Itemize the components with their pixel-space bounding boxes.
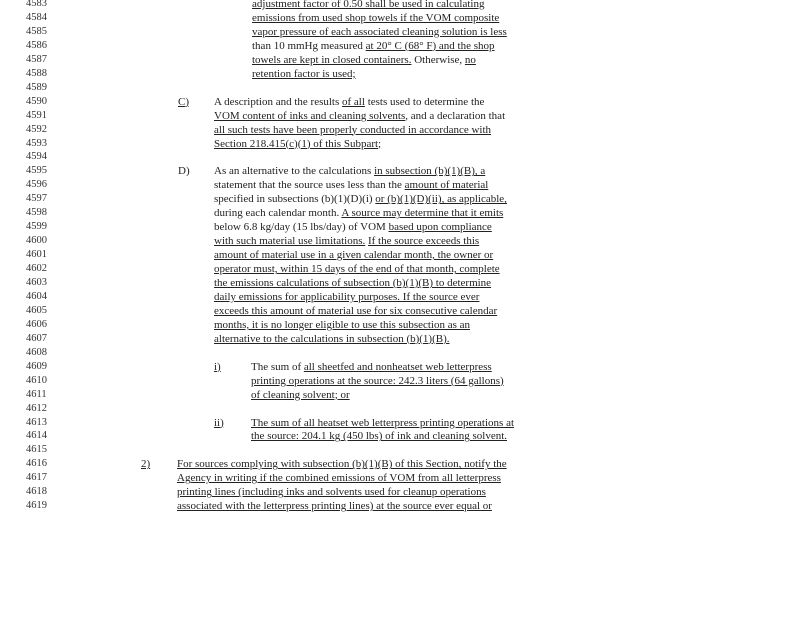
line-text: Agency in writing if the combined emissions of VOM from all letterpress xyxy=(177,472,501,485)
line-number: 4585 xyxy=(26,25,47,37)
line-text: operator must, within 15 days of the end of that month, complete xyxy=(214,263,500,276)
document-line xyxy=(0,123,800,137)
line-number: 4611 xyxy=(26,388,47,400)
line-text: during each calendar month. A source may determine that it emits xyxy=(214,207,504,220)
line-text: exceeds this amount of material use for six consecutive calendar xyxy=(214,304,498,317)
document-line xyxy=(0,234,800,248)
document-line xyxy=(0,276,800,290)
document-line xyxy=(0,499,800,513)
document-line xyxy=(0,164,800,178)
line-text: alternative to the calculations in subsection (b)(1)(B). xyxy=(214,332,450,345)
line-number: 4594 xyxy=(26,151,47,163)
line-text: months, it is no longer eligible to use this subsection as an xyxy=(214,318,471,331)
line-number: 4600 xyxy=(26,235,47,247)
line-text: than 10 mmHg measured at 20° C (68° F) and the shop xyxy=(252,39,495,52)
document-line xyxy=(0,67,800,81)
line-number: 4606 xyxy=(26,318,47,330)
line-text: daily emissions for applicability purposes. If the source ever xyxy=(214,290,480,303)
line-text: printing operations at the source: 242.3 liters (64 gallons) xyxy=(251,374,504,387)
line-number: 4612 xyxy=(26,402,47,414)
document-line xyxy=(0,220,800,234)
line-text: retention factor is used; xyxy=(252,67,356,80)
line-text: amount of material use in a given calendar month, the owner or xyxy=(214,249,494,262)
document-line xyxy=(0,0,800,11)
line-number: 4586 xyxy=(26,39,47,51)
document-line xyxy=(0,471,800,485)
document-line xyxy=(0,178,800,192)
line-number: 4608 xyxy=(26,346,47,358)
line-number: 4599 xyxy=(26,221,47,233)
line-text: Section 218.415(c)(1) of this Subpart; xyxy=(214,137,382,150)
line-number: 4605 xyxy=(26,304,47,316)
line-number: 4596 xyxy=(26,179,47,191)
line-text: towels are kept in closed containers. Otherwise, no xyxy=(252,53,476,66)
document-line xyxy=(0,318,800,332)
line-number: 4607 xyxy=(26,332,47,344)
document-line xyxy=(0,443,800,457)
document-line xyxy=(0,137,800,151)
line-number: 4610 xyxy=(26,374,47,386)
line-number: 4619 xyxy=(26,500,47,512)
subsection-label: D) xyxy=(178,165,190,178)
line-number: 4597 xyxy=(26,193,47,205)
line-number: 4613 xyxy=(26,416,47,428)
line-text: associated with the letterpress printing lines) at the source ever equal or xyxy=(177,500,492,513)
line-text: statement that the source uses less than the amount of material xyxy=(214,179,489,192)
subsection-label: ii) xyxy=(214,416,224,429)
document-line xyxy=(0,416,800,430)
document-line xyxy=(0,360,800,374)
subsection-label: 2) xyxy=(141,458,151,471)
line-text: As an alternative to the calculations in subsection (b)(1)(B), a xyxy=(214,165,486,178)
document-line xyxy=(0,304,800,318)
line-text: The sum of all heatset web letterpress printing operations at xyxy=(251,416,515,429)
line-text: VOM content of inks and cleaning solvents, and a declaration that xyxy=(214,109,506,122)
document-line xyxy=(0,346,800,360)
line-number: 4588 xyxy=(26,67,47,79)
line-text: emissions from used shop towels if the VOM composite xyxy=(252,11,500,24)
line-text: The sum of all sheetfed and nonheatset web letterpress xyxy=(251,360,492,373)
line-text: the emissions calculations of subsection (b)(1)(B) to determine xyxy=(214,277,492,289)
line-number: 4601 xyxy=(26,249,47,261)
line-text: A description and the results of all tests used to determine the xyxy=(214,95,485,108)
line-number: 4583 xyxy=(26,0,47,9)
line-number: 4603 xyxy=(26,277,47,288)
document-line xyxy=(0,25,800,39)
line-number: 4616 xyxy=(26,458,47,470)
document-line xyxy=(0,248,800,262)
line-text: of cleaning solvent; or xyxy=(251,388,350,401)
document-line xyxy=(0,192,800,206)
subsection-label: C) xyxy=(178,95,189,108)
document-line xyxy=(0,429,800,443)
document-line xyxy=(0,290,800,304)
line-text: all such tests have been properly conducted in accordance with xyxy=(214,123,492,136)
line-number: 4598 xyxy=(26,207,47,219)
document-line xyxy=(0,11,800,25)
document-line xyxy=(0,262,800,276)
line-number: 4609 xyxy=(26,360,47,372)
subsection-label: i) xyxy=(214,360,221,373)
document-line xyxy=(0,81,800,95)
line-number: 4602 xyxy=(26,263,47,275)
document-line xyxy=(0,206,800,220)
line-number: 4614 xyxy=(26,430,47,442)
line-text: below 6.8 kg/day (15 lbs/day) of VOM based upon compliance xyxy=(214,221,492,234)
line-number: 4587 xyxy=(26,53,47,65)
document-line xyxy=(0,53,800,67)
line-number: 4589 xyxy=(26,81,47,93)
line-text: with such material use limitations. If the source exceeds this xyxy=(214,235,480,248)
line-number: 4590 xyxy=(26,95,47,107)
line-text: For sources complying with subsection (b)(1)(B) of this Section, notify the xyxy=(177,458,507,471)
line-number: 4591 xyxy=(26,109,47,121)
line-number: 4584 xyxy=(26,11,47,23)
document-line xyxy=(0,95,800,109)
line-text: specified in subsections (b)(1)(D)(i) or (b)(1)(D)(ii), as applicable, xyxy=(214,193,507,206)
document-line xyxy=(0,39,800,53)
document-line xyxy=(0,388,800,402)
line-number: 4617 xyxy=(26,472,47,484)
document-line xyxy=(0,109,800,123)
document-line xyxy=(0,150,800,164)
line-number: 4618 xyxy=(26,486,47,498)
line-number: 4615 xyxy=(26,444,47,456)
line-text: printing lines (including inks and solvents used for cleanup operations xyxy=(177,486,486,499)
line-text: the source: 204.1 kg (450 lbs) of ink and cleaning solvent. xyxy=(251,430,508,443)
document-line xyxy=(0,457,800,471)
line-text: adjustment factor of 0.50 shall be used in calculating xyxy=(252,0,485,10)
document-line xyxy=(0,374,800,388)
line-number: 4595 xyxy=(26,165,47,177)
line-number: 4592 xyxy=(26,123,47,135)
line-number: 4593 xyxy=(26,137,47,149)
line-text: vapor pressure of each associated cleaning solution is less xyxy=(252,25,507,38)
document-line xyxy=(0,485,800,499)
line-number: 4604 xyxy=(26,290,47,302)
document-line xyxy=(0,402,800,416)
document-line xyxy=(0,332,800,346)
